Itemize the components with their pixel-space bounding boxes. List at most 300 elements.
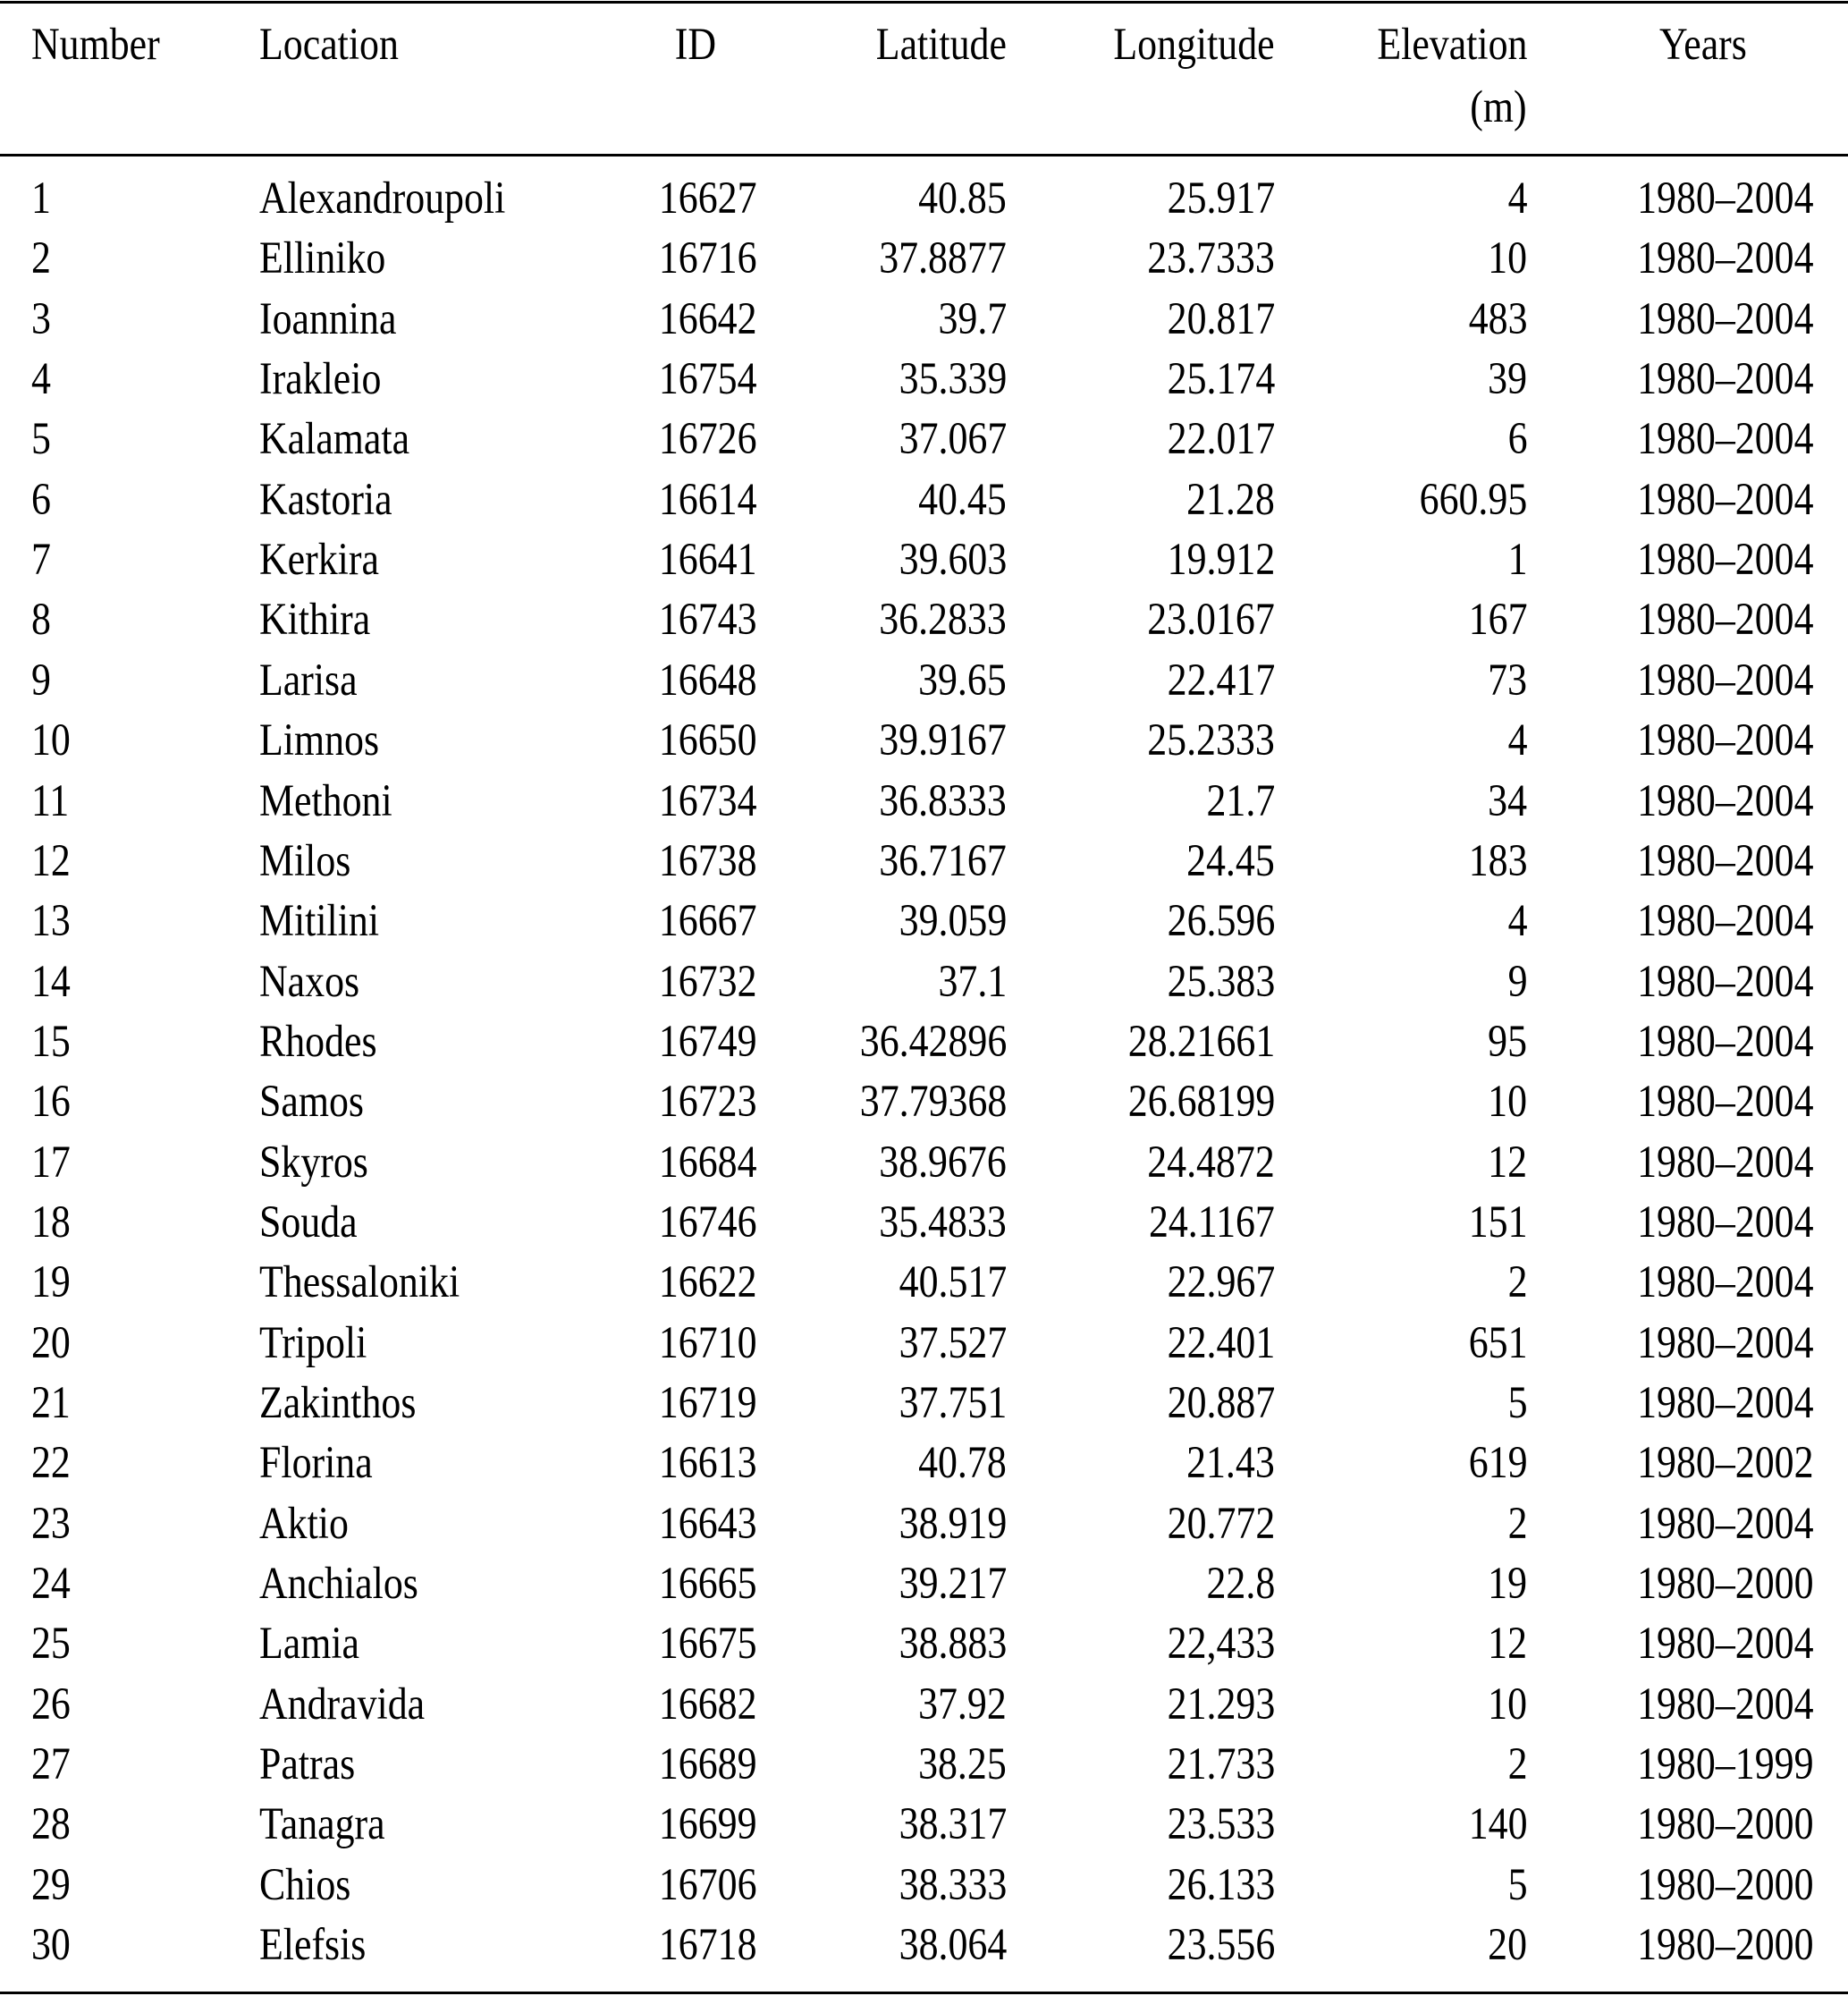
cell-longitude-text: 23.533: [1167, 1799, 1275, 1849]
cell-id: [608, 1136, 756, 1189]
cell-latitude-text: 38.333: [899, 1860, 1007, 1910]
header-latitude-text: Latitude: [875, 20, 1007, 70]
cell-number: [31, 1376, 246, 1430]
cell-id: [608, 1256, 756, 1309]
cell-longitude-text: 23.556: [1167, 1920, 1275, 1970]
cell-years: [1574, 894, 1813, 948]
cell-years-text: 1980–2004: [1636, 715, 1813, 765]
cell-latitude: [787, 1015, 1007, 1069]
cell-location: [259, 894, 635, 948]
cell-id-text: 16723: [658, 1077, 756, 1127]
cell-id: [608, 1557, 756, 1611]
cell-elevation: [1305, 774, 1527, 828]
cell-elevation-text: 9: [1507, 957, 1527, 1007]
cell-id-text: 16627: [658, 173, 756, 224]
cell-latitude-text: 39.217: [899, 1559, 1007, 1609]
cell-years: [1574, 1316, 1813, 1370]
cell-location-text: Patras: [259, 1739, 356, 1789]
cell-longitude: [1037, 834, 1275, 888]
cell-id-text: 16734: [658, 776, 756, 826]
cell-id: [608, 172, 756, 225]
cell-id-text: 16643: [658, 1499, 756, 1549]
cell-latitude-text: 38.9676: [879, 1138, 1007, 1188]
cell-latitude: [787, 232, 1007, 285]
cell-latitude: [787, 894, 1007, 948]
cell-latitude: [787, 1256, 1007, 1309]
cell-number: [31, 834, 246, 888]
cell-years-text: 1980–2004: [1636, 1499, 1813, 1549]
cell-id-text: 16689: [658, 1739, 756, 1789]
cell-longitude-text: 22.8: [1206, 1559, 1275, 1609]
cell-longitude-text: 20.817: [1167, 294, 1275, 344]
cell-id-text: 16719: [658, 1378, 756, 1428]
cell-location-text: Skyros: [259, 1138, 368, 1188]
header-longitude-text: Longitude: [1113, 20, 1275, 70]
cell-number: [31, 894, 246, 948]
cell-id-text: 16718: [658, 1920, 756, 1970]
cell-number-text: 27: [31, 1739, 71, 1789]
cell-number: [31, 1617, 246, 1670]
cell-elevation: [1305, 292, 1527, 346]
cell-elevation: [1305, 232, 1527, 285]
cell-latitude: [787, 1918, 1007, 1972]
cell-number: [31, 1918, 246, 1972]
cell-elevation-text: 151: [1468, 1197, 1527, 1248]
cell-years: [1574, 1738, 1813, 1791]
cell-years-text: 1980–2004: [1636, 173, 1813, 224]
cell-number-text: 22: [31, 1438, 71, 1488]
cell-number: [31, 593, 246, 647]
cell-longitude: [1037, 1678, 1275, 1731]
cell-years-text: 1980–2004: [1636, 1197, 1813, 1248]
cell-location: [259, 1075, 635, 1129]
cell-latitude-text: 37.92: [918, 1679, 1007, 1730]
cell-location-text: Lamia: [259, 1619, 360, 1669]
cell-number: [31, 172, 246, 225]
cell-number-text: 14: [31, 957, 71, 1007]
cell-latitude-text: 38.919: [899, 1499, 1007, 1549]
cell-elevation: [1305, 533, 1527, 587]
cell-elevation: [1305, 1678, 1527, 1731]
cell-elevation: [1305, 593, 1527, 647]
cell-latitude-text: 37.751: [899, 1378, 1007, 1428]
cell-elevation-text: 2: [1507, 1739, 1527, 1789]
cell-years-text: 1980–2004: [1636, 1619, 1813, 1669]
cell-id: [608, 1617, 756, 1670]
cell-latitude-text: 36.2833: [879, 595, 1007, 645]
cell-elevation-text: 73: [1488, 655, 1527, 706]
cell-years: [1574, 1136, 1813, 1189]
cell-location: [259, 292, 635, 346]
cell-location-text: Kithira: [259, 595, 371, 645]
cell-latitude: [787, 1196, 1007, 1249]
cell-location-text: Souda: [259, 1197, 358, 1248]
cell-latitude: [787, 1436, 1007, 1490]
cell-number-text: 17: [31, 1138, 71, 1188]
cell-latitude: [787, 1557, 1007, 1611]
header-location-text: Location: [259, 20, 399, 70]
cell-latitude-text: 40.45: [918, 475, 1007, 525]
cell-location: [259, 774, 635, 828]
cell-longitude-text: 23.0167: [1147, 595, 1275, 645]
cell-latitude-text: 35.4833: [879, 1197, 1007, 1248]
cell-years-text: 1980–2004: [1636, 1077, 1813, 1127]
cell-elevation-text: 619: [1468, 1438, 1527, 1488]
cell-location: [259, 1316, 635, 1370]
cell-number-text: 19: [31, 1257, 71, 1307]
cell-years: [1574, 774, 1813, 828]
cell-latitude: [787, 834, 1007, 888]
cell-location-text: Methoni: [259, 776, 392, 826]
cell-longitude: [1037, 1436, 1275, 1490]
cell-location: [259, 172, 635, 225]
cell-elevation-text: 95: [1488, 1017, 1527, 1067]
cell-longitude-text: 25.917: [1167, 173, 1275, 224]
cell-years-text: 1980–2004: [1636, 836, 1813, 886]
cell-number: [31, 1678, 246, 1731]
cell-id: [608, 232, 756, 285]
cell-years-text: 1980–2004: [1636, 354, 1813, 404]
cell-number-text: 29: [31, 1860, 71, 1910]
cell-longitude: [1037, 1797, 1275, 1851]
cell-number-text: 30: [31, 1920, 71, 1970]
cell-latitude-text: 38.883: [899, 1619, 1007, 1669]
cell-years: [1574, 1557, 1813, 1611]
cell-elevation-text: 10: [1488, 1077, 1527, 1127]
cell-location: [259, 1497, 635, 1551]
cell-id: [608, 1858, 756, 1912]
cell-elevation: [1305, 1557, 1527, 1611]
cell-longitude-text: 24.45: [1186, 836, 1275, 886]
cell-years-text: 1980–2004: [1636, 957, 1813, 1007]
cell-number: [31, 1497, 246, 1551]
cell-id: [608, 1918, 756, 1972]
cell-location: [259, 1436, 635, 1490]
cell-longitude-text: 28.21661: [1127, 1017, 1275, 1067]
cell-elevation-text: 10: [1488, 1679, 1527, 1730]
cell-years: [1574, 1858, 1813, 1912]
cell-latitude: [787, 955, 1007, 1009]
cell-years-text: 1980–2000: [1636, 1860, 1813, 1910]
cell-longitude: [1037, 232, 1275, 285]
cell-id: [608, 1316, 756, 1370]
cell-location-text: Naxos: [259, 957, 360, 1007]
cell-latitude-text: 35.339: [899, 354, 1007, 404]
cell-location-text: Alexandroupoli: [259, 173, 506, 224]
cell-elevation-text: 183: [1468, 836, 1527, 886]
cell-longitude-text: 22.401: [1167, 1318, 1275, 1368]
cell-latitude-text: 37.1: [938, 957, 1007, 1007]
cell-number: [31, 654, 246, 707]
cell-elevation: [1305, 1738, 1527, 1791]
cell-latitude-text: 39.603: [899, 535, 1007, 585]
cell-longitude: [1037, 412, 1275, 466]
cell-id: [608, 1497, 756, 1551]
cell-years: [1574, 1196, 1813, 1249]
cell-years-text: 1980–2004: [1636, 475, 1813, 525]
cell-years: [1574, 714, 1813, 767]
cell-years: [1574, 533, 1813, 587]
cell-longitude-text: 20.887: [1167, 1378, 1275, 1428]
cell-elevation: [1305, 1797, 1527, 1851]
cell-number-text: 9: [31, 655, 51, 706]
cell-number-text: 8: [31, 595, 51, 645]
cell-longitude: [1037, 1196, 1275, 1249]
cell-longitude: [1037, 654, 1275, 707]
cell-latitude: [787, 654, 1007, 707]
cell-elevation: [1305, 1075, 1527, 1129]
cell-latitude-text: 37.79368: [859, 1077, 1007, 1127]
cell-id: [608, 292, 756, 346]
cell-longitude-text: 21.28: [1186, 475, 1275, 525]
cell-id-text: 16738: [658, 836, 756, 886]
cell-longitude-text: 21.7: [1206, 776, 1275, 826]
cell-id: [608, 412, 756, 466]
cell-longitude: [1037, 1858, 1275, 1912]
cell-latitude: [787, 1136, 1007, 1189]
cell-id: [608, 533, 756, 587]
cell-latitude: [787, 1617, 1007, 1670]
cell-elevation-text: 2: [1507, 1257, 1527, 1307]
cell-location: [259, 1738, 635, 1791]
header-elevation-text: Elevation: [1376, 20, 1527, 70]
cell-years: [1574, 955, 1813, 1009]
cell-longitude-text: 22.967: [1167, 1257, 1275, 1307]
cell-elevation-text: 34: [1488, 776, 1527, 826]
cell-elevation: [1305, 1316, 1527, 1370]
cell-elevation-text: 10: [1488, 233, 1527, 283]
cell-location-text: Elefsis: [259, 1920, 367, 1970]
cell-id: [608, 1678, 756, 1731]
cell-years: [1574, 1376, 1813, 1430]
cell-id-text: 16667: [658, 896, 756, 946]
cell-years-text: 1980–2004: [1636, 1138, 1813, 1188]
cell-years: [1574, 292, 1813, 346]
cell-longitude-text: 26.596: [1167, 896, 1275, 946]
cell-location-text: Florina: [259, 1438, 373, 1488]
cell-latitude-text: 38.317: [899, 1799, 1007, 1849]
cell-years-text: 1980–2004: [1636, 1318, 1813, 1368]
cell-id: [608, 774, 756, 828]
cell-id: [608, 593, 756, 647]
cell-location-text: Kalamata: [259, 414, 410, 464]
cell-years-text: 1980–2004: [1636, 776, 1813, 826]
cell-longitude: [1037, 955, 1275, 1009]
cell-longitude: [1037, 533, 1275, 587]
cell-latitude-text: 36.8333: [879, 776, 1007, 826]
cell-id-text: 16754: [658, 354, 756, 404]
cell-elevation-text: 5: [1507, 1378, 1527, 1428]
cell-number: [31, 774, 246, 828]
table-bottom-rule: [0, 1992, 1848, 1994]
cell-elevation-text: 651: [1468, 1318, 1527, 1368]
cell-number-text: 21: [31, 1378, 71, 1428]
cell-id: [608, 473, 756, 527]
cell-years-text: 1980–2000: [1636, 1559, 1813, 1609]
cell-location-text: Samos: [259, 1077, 364, 1127]
cell-longitude: [1037, 1256, 1275, 1309]
cell-elevation-text: 19: [1488, 1559, 1527, 1609]
cell-location: [259, 1918, 635, 1972]
cell-longitude-text: 24.1167: [1149, 1197, 1275, 1248]
cell-id-text: 16614: [658, 475, 756, 525]
cell-number-text: 20: [31, 1318, 71, 1368]
cell-number-text: 18: [31, 1197, 71, 1248]
cell-location-text: Andravida: [259, 1679, 426, 1730]
cell-elevation-text: 12: [1488, 1619, 1527, 1669]
header-years-text: Years: [1659, 20, 1747, 70]
cell-id-text: 16675: [658, 1619, 756, 1669]
cell-elevation-text: 2: [1507, 1499, 1527, 1549]
cell-number: [31, 292, 246, 346]
cell-number-text: 25: [31, 1619, 71, 1669]
cell-longitude-text: 22,433: [1167, 1619, 1275, 1669]
cell-latitude: [787, 533, 1007, 587]
cell-latitude: [787, 473, 1007, 527]
cell-years: [1574, 412, 1813, 466]
cell-number-text: 26: [31, 1679, 71, 1730]
cell-location: [259, 1376, 635, 1430]
cell-longitude: [1037, 1376, 1275, 1430]
cell-id: [608, 1075, 756, 1129]
cell-location-text: Aktio: [259, 1499, 349, 1549]
cell-id: [608, 834, 756, 888]
cell-location-text: Elliniko: [259, 233, 386, 283]
cell-id: [608, 1015, 756, 1069]
cell-location: [259, 533, 635, 587]
cell-id-text: 16622: [658, 1257, 756, 1307]
cell-location-text: Anchialos: [259, 1559, 418, 1609]
cell-years-text: 1980–1999: [1636, 1739, 1813, 1789]
cell-longitude: [1037, 1617, 1275, 1670]
cell-id-text: 16642: [658, 294, 756, 344]
cell-latitude-text: 37.8877: [879, 233, 1007, 283]
cell-elevation: [1305, 654, 1527, 707]
cell-elevation: [1305, 1136, 1527, 1189]
cell-location: [259, 352, 635, 406]
cell-number: [31, 714, 246, 767]
cell-number: [31, 352, 246, 406]
cell-id-text: 16710: [658, 1318, 756, 1368]
cell-location: [259, 1015, 635, 1069]
cell-location: [259, 473, 635, 527]
cell-longitude: [1037, 714, 1275, 767]
cell-latitude: [787, 593, 1007, 647]
cell-elevation-text: 1: [1507, 535, 1527, 585]
cell-latitude-text: 40.78: [918, 1438, 1007, 1488]
cell-id-text: 16732: [658, 957, 756, 1007]
cell-longitude: [1037, 1497, 1275, 1551]
cell-latitude-text: 39.9167: [879, 715, 1007, 765]
cell-longitude-text: 23.7333: [1147, 233, 1275, 283]
cell-id-text: 16749: [658, 1017, 756, 1067]
cell-location: [259, 834, 635, 888]
cell-longitude: [1037, 1557, 1275, 1611]
cell-latitude-text: 40.85: [918, 173, 1007, 224]
cell-number-text: 2: [31, 233, 51, 283]
cell-latitude-text: 38.25: [918, 1739, 1007, 1789]
cell-longitude-text: 25.383: [1167, 957, 1275, 1007]
cell-location: [259, 1678, 635, 1731]
cell-location: [259, 1136, 635, 1189]
cell-id: [608, 714, 756, 767]
cell-elevation: [1305, 1015, 1527, 1069]
cell-id: [608, 352, 756, 406]
cell-elevation-text: 4: [1507, 173, 1527, 224]
cell-latitude: [787, 1075, 1007, 1129]
cell-number: [31, 955, 246, 1009]
cell-longitude-text: 25.2333: [1147, 715, 1275, 765]
cell-elevation-text: 6: [1507, 414, 1527, 464]
cell-years-text: 1980–2004: [1636, 1257, 1813, 1307]
cell-longitude-text: 21.43: [1186, 1438, 1275, 1488]
cell-latitude-text: 37.067: [899, 414, 1007, 464]
cell-latitude: [787, 292, 1007, 346]
cell-elevation-text: 167: [1468, 595, 1527, 645]
cell-longitude: [1037, 292, 1275, 346]
cell-number: [31, 1858, 246, 1912]
cell-years-text: 1980–2004: [1636, 655, 1813, 706]
cell-id: [608, 654, 756, 707]
cell-latitude: [787, 1858, 1007, 1912]
cell-location-text: Mitilini: [259, 896, 380, 946]
cell-location: [259, 593, 635, 647]
cell-latitude-text: 36.7167: [879, 836, 1007, 886]
cell-number-text: 4: [31, 354, 51, 404]
cell-latitude-text: 38.064: [899, 1920, 1007, 1970]
cell-location-text: Rhodes: [259, 1017, 377, 1067]
cell-latitude: [787, 172, 1007, 225]
cell-id-text: 16684: [658, 1138, 756, 1188]
cell-number: [31, 1015, 246, 1069]
cell-elevation: [1305, 1918, 1527, 1972]
cell-location: [259, 232, 635, 285]
cell-latitude: [787, 1376, 1007, 1430]
cell-longitude: [1037, 593, 1275, 647]
cell-id-text: 16650: [658, 715, 756, 765]
cell-longitude-text: 24.4872: [1147, 1138, 1275, 1188]
cell-number: [31, 1256, 246, 1309]
cell-years-text: 1980–2000: [1636, 1920, 1813, 1970]
cell-location-text: Tanagra: [259, 1799, 385, 1849]
cell-number-text: 23: [31, 1499, 71, 1549]
cell-location-text: Tripoli: [259, 1318, 367, 1368]
cell-number-text: 13: [31, 896, 71, 946]
cell-years-text: 1980–2004: [1636, 535, 1813, 585]
cell-location-text: Irakleio: [259, 354, 382, 404]
cell-years-text: 1980–2004: [1636, 1017, 1813, 1067]
cell-years: [1574, 1918, 1813, 1972]
cell-number: [31, 1136, 246, 1189]
cell-location: [259, 1858, 635, 1912]
cell-years: [1574, 1256, 1813, 1309]
cell-location: [259, 1557, 635, 1611]
cell-latitude: [787, 1738, 1007, 1791]
cell-longitude: [1037, 1918, 1275, 1972]
cell-years: [1574, 593, 1813, 647]
cell-number-text: 24: [31, 1559, 71, 1609]
cell-location: [259, 1196, 635, 1249]
cell-elevation-text: 39: [1488, 354, 1527, 404]
cell-location: [259, 714, 635, 767]
cell-id-text: 16682: [658, 1679, 756, 1730]
cell-years: [1574, 473, 1813, 527]
cell-years-text: 1980–2004: [1636, 595, 1813, 645]
cell-id-text: 16726: [658, 414, 756, 464]
cell-elevation-text: 660.95: [1419, 475, 1527, 525]
cell-longitude-text: 20.772: [1167, 1499, 1275, 1549]
cell-years: [1574, 1617, 1813, 1670]
